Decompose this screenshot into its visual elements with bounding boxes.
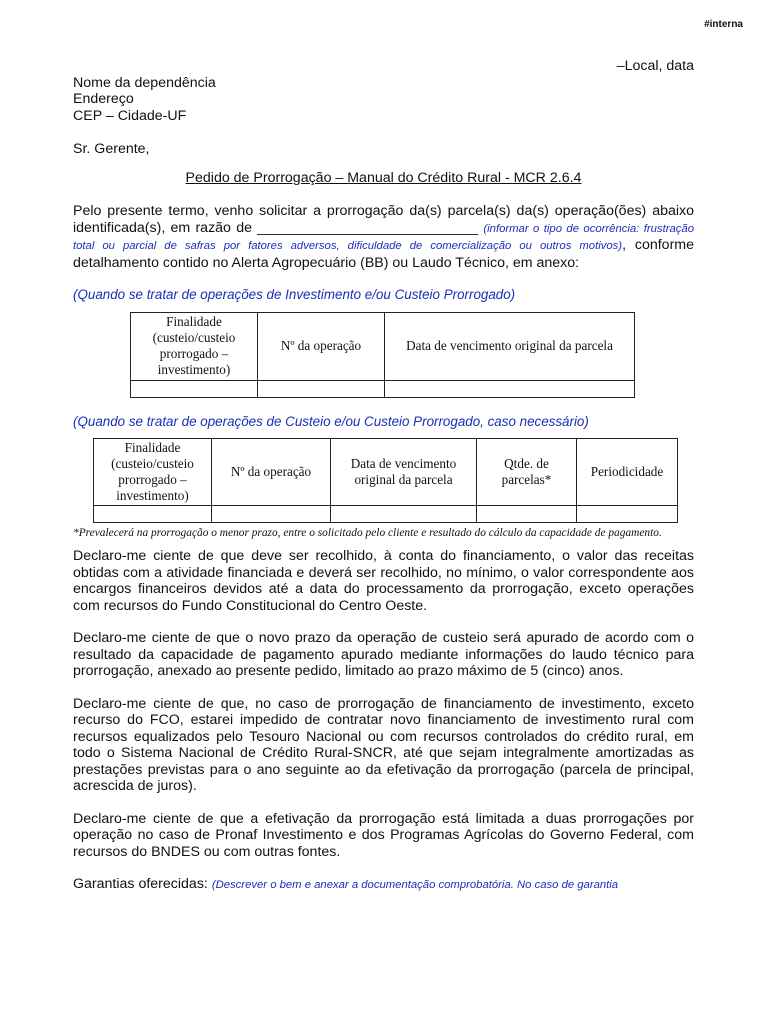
document-subject: Pedido de Prorrogação – Manual do Crédito Rural - MCR 2.6.4 bbox=[185, 169, 582, 186]
greeting: Sr. Gerente, bbox=[73, 141, 150, 157]
guarantees-paragraph bbox=[73, 876, 694, 894]
table-cell[interactable] bbox=[94, 506, 212, 523]
intro-text-continued: , conforme detalhamento contido no Alerta Agropecuário (BB) ou Laudo Técnico, em anexo: bbox=[73, 237, 695, 271]
guarantees-hint: (Descrever o bem e anexar a documentação comprobatória. No caso de garantia bbox=[211, 879, 619, 891]
declaration-paragraph: Declaro-me ciente de que, no caso de prorrogação de financiamento de investimento, exceto recurso do FCO, estarei impedido de contratar novo financiamento de investimento rural com recursos equalizados pelo Tesouro Nacional ou com recursos controlados do crédito rural, em todo o Sistema Nacional de Crédito Rural-SNCR, até que sejam integralmente amortizadas as prestações previstas para o ano seguinte ao da efetivação da prorrogação (parcela de principal, acrescida de juros). bbox=[73, 695, 694, 794]
table-cell[interactable] bbox=[131, 380, 258, 397]
declaration-paragraph: Declaro-me ciente de que a efetivação da prorrogação está limitada a duas prorrogações por operação no caso de Pronaf Investimento e dos Programas Agrícolas do Governo Federal, com recursos do BNDES ou com outras fontes. bbox=[73, 810, 694, 860]
table1-caption: (Quando se tratar de operações de Investimento e/ou Custeio Prorrogado) bbox=[73, 287, 516, 302]
declaration-paragraph: Declaro-me ciente de que o novo prazo da operação de custeio será apurado de acordo com o resultado da capacidade de pagamento apurado mediante informações do laudo técnico para prorrogação, anexado ao presente pedido, limitado ao prazo máximo de 5 (cinco) anos. bbox=[73, 630, 694, 679]
table-cell[interactable] bbox=[331, 506, 477, 523]
table-cell[interactable] bbox=[577, 506, 678, 523]
table-header: Periodicidade bbox=[577, 439, 678, 506]
intro-text: Pelo presente termo, venho solicitar a prorrogação da(s) parcela(s) da(s) operação(ões) abaixo identificada(s), em razão de ____________________________ bbox=[73, 203, 694, 236]
intro-hint: (informar o tipo de ocorrência: frustração total ou parcial de safras por fatores adversos, dificuldade de comercialização ou outros motivos) bbox=[73, 222, 694, 252]
address-line: CEP – Cidade-UF bbox=[73, 107, 187, 124]
intro-paragraph bbox=[73, 203, 694, 271]
table-header: Qtde. de parcelas* bbox=[477, 439, 577, 506]
address-line: Nome da dependência bbox=[73, 74, 216, 91]
table-cell[interactable] bbox=[385, 380, 635, 397]
declaration-paragraph: Declaro-me ciente de que deve ser recolhido, à conta do financiamento, o valor das receitas obtidas com a atividade financiada e deverá ser recolhido, no mínimo, o valor correspondente aos encargos financeiros devidos até a data do processamento da prorrogação, exceto operações com recursos do Fundo Constitucional do Centro Oeste. bbox=[73, 548, 694, 614]
table2-caption: (Quando se tratar de operações de Custeio e/ou Custeio Prorrogado, caso necessário) bbox=[73, 413, 589, 429]
table-header: Finalidade (custeio/custeio prorrogado – investimento) bbox=[131, 312, 258, 380]
table-header: Nº da operação bbox=[258, 312, 385, 380]
table-footnote: *Prevalecerá na prorrogação o menor prazo, entre o solicitado pelo cliente e resultado do cálculo da capacidade de pagamento. bbox=[73, 527, 662, 539]
table-header: Nº da operação bbox=[212, 439, 331, 506]
table-cell[interactable] bbox=[258, 380, 385, 397]
place-date: –Local, data bbox=[616, 58, 694, 74]
document-body bbox=[73, 58, 694, 894]
costing-operations-table bbox=[93, 438, 678, 523]
table-cell[interactable] bbox=[212, 506, 331, 523]
investment-operations-table bbox=[130, 312, 635, 398]
table-cell[interactable] bbox=[477, 506, 577, 523]
guarantees-label: Garantias oferecidas: bbox=[73, 876, 208, 892]
table-header: Data de vencimento original da parcela bbox=[331, 439, 477, 506]
classification-tag: #interna bbox=[704, 19, 743, 30]
table-header: Finalidade (custeio/custeio prorrogado – investimento) bbox=[94, 439, 212, 506]
address-line: Endereço bbox=[73, 91, 134, 107]
table-header: Data de vencimento original da parcela bbox=[385, 312, 635, 380]
address-block bbox=[73, 75, 694, 125]
